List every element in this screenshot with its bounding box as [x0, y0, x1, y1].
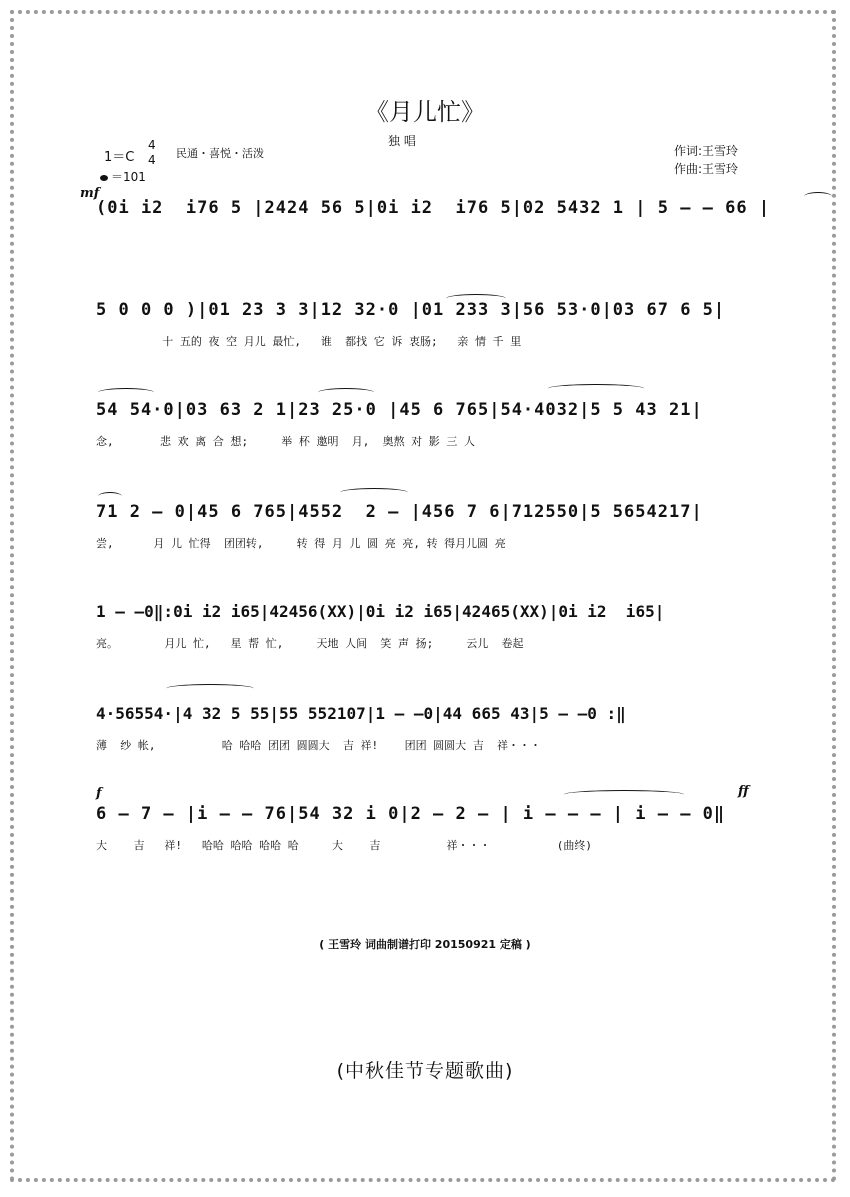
- lyrics-line: 十 五的 夜 空 月儿 最忙, 谁 都找 它 诉 衷肠; 亲 情 千 里: [96, 335, 522, 348]
- score-line-4: [96, 502, 784, 564]
- slur: [564, 790, 684, 799]
- notation-line: 6 – 7 – |i – – 76|54 32 i 0|2 – 2 – | i – – – | i – – 0‖: [96, 804, 726, 824]
- lyrics-line: 念, 悲 欢 离 合 想; 举 杯 邀明 月, 奥熬 对 影 三 人: [96, 435, 476, 448]
- slur: [98, 492, 122, 501]
- notation-line: (0i i2 i76 5 |2424 56 5|0i i2 i76 5|02 5432 1 | 5 – – 66 |: [96, 198, 771, 218]
- dynamic-f: f: [96, 786, 102, 801]
- time-signature-bottom: 4: [148, 153, 156, 167]
- topic-caption: (中秋佳节专题歌曲): [336, 1060, 514, 1082]
- slur: [548, 384, 644, 393]
- score-line-5: [96, 602, 784, 664]
- slur: [318, 388, 374, 397]
- time-signature: [148, 138, 156, 168]
- lyrics-line: 亮。 月儿 忙, 星 帮 忙, 天地 人间 笑 声 扬; 云儿 卷起: [96, 637, 524, 650]
- tempo-value: ＝101: [111, 170, 146, 184]
- notation-line: 1 – –0‖:0i i2 i65|42456(XX)|0i i2 i65|42465(XX)|0i i2 i65|: [96, 602, 665, 621]
- tempo-marking: [100, 168, 146, 185]
- lyrics-line: 薄 纱 帐, 哈 哈哈 团团 圆圆大 吉 祥! 团团 圆圆大 吉 祥・・・: [96, 739, 542, 752]
- score-line-7: [96, 804, 784, 866]
- slur: [98, 388, 154, 397]
- notation-line: 5 0 0 0 )|01 23 3 3|12 32·0 |01 233 3|56 53·0|03 67 6 5|: [96, 300, 726, 320]
- dynamic-ff: ff: [738, 784, 749, 799]
- footer-note: ( 王雪玲 词曲制谱打印 20150921 定稿 ): [319, 938, 531, 951]
- score-line-1: [96, 198, 784, 260]
- time-signature-top: 4: [148, 138, 156, 152]
- slur: [340, 488, 408, 497]
- notation-line: 54 54·0|03 63 2 1|23 25·0 |45 6 765|54·4032|5 5 43 21|: [96, 400, 703, 420]
- lyrics-line: 大 吉 祥! 哈哈 哈哈 哈哈 哈 大 吉 祥・・・ (曲终): [96, 839, 593, 852]
- score-line-2: [96, 300, 784, 362]
- page-border: [10, 10, 836, 1182]
- score-line-3: [96, 400, 784, 462]
- notation-line: 71 2 – 0|45 6 765|4552 2 – |456 7 6|712550|5 5654217|: [96, 502, 703, 522]
- slur: [804, 192, 832, 201]
- style-marking: 民通・喜悦・活泼: [176, 147, 264, 160]
- lyrics-line: 尝, 月 儿 忙得 团团转, 转 得 月 儿 圆 亮 亮, 转 得月儿圆 亮: [96, 537, 506, 550]
- dynamic-mf: mf: [80, 186, 100, 201]
- composer-credit: 作曲:王雪玲: [674, 162, 739, 176]
- notation-line: 4·56554·|4 32 5 55|55 552107|1 – –0|44 665 43|5 – –0 :‖: [96, 704, 626, 723]
- performance-type: 独 唱: [388, 134, 416, 148]
- score-line-6: [96, 704, 784, 766]
- slur: [446, 294, 506, 303]
- lyricist-credit: 作词:王雪玲: [674, 144, 739, 158]
- slur: [166, 684, 254, 693]
- quarter-note-icon: [100, 175, 108, 181]
- song-title: 《月儿忙》: [365, 98, 485, 126]
- key-signature: 1＝C: [104, 150, 135, 165]
